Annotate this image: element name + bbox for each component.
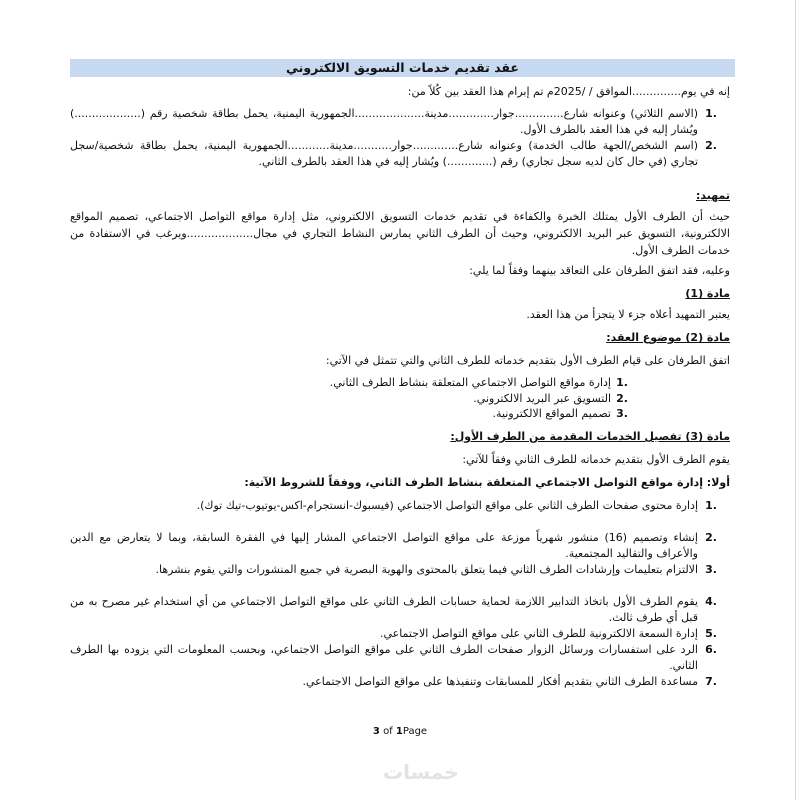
item-number: 6. <box>705 643 717 656</box>
article2-heading: مادة (2) موضوع العقد: <box>606 331 730 344</box>
page-current: 3 <box>372 726 380 737</box>
first-heading: أولا: إدارة مواقع التواصل الاجتماعي المتعلقة بنشاط الطرف الثاني، ووفقاً للشروط الآتية: <box>244 476 730 489</box>
party-second: (اسم الشخص/الجهة طالب الخدمة) وعنوانه شارع.............جوار...........مدينة............الجمهورية اليمنية، يحمل بطاقة شخصية/سجل تجاري (في حال كان لديه سجل تجاري) رقم (.............) ويُشار إليه في هذا العقد بالطرف الثاني. <box>70 139 698 168</box>
first-item: يقوم الطرف الأول باتخاذ التدابير اللازمة لحماية حسابات الطرف الثاني على مواقع التواصل الاجتماعي من أي استخدام غير مصرح به من قبل أي طرف ثالث. <box>70 595 698 624</box>
page-label: Page <box>402 726 428 737</box>
party-first: (الاسم الثلاثي) وعنوانه شارع..............جوار.............مدينة....................الجمهورية اليمنية، يحمل بطاقة شخصية رقم (...................) ويُشار إليه في هذا العقد بالطرف الأول. <box>70 107 698 136</box>
watermark-logo: خمسات <box>383 760 459 784</box>
page-footer <box>0 726 800 737</box>
party-number: 1. <box>705 107 717 120</box>
intro-text: إنه في يوم..............الموافق / /2025م تم إبرام هذا العقد بين كُلاً من: <box>407 85 730 98</box>
first-item: إدارة السمعة الالكترونية للطرف الثاني على مواقع التواصل الاجتماعي. <box>379 627 698 640</box>
item-number: 1. <box>616 376 628 389</box>
article3-text: يقوم الطرف الأول بتقديم خدماته للطرف الثاني وفقاً للآتي: <box>462 453 730 466</box>
item-number: 2. <box>705 531 717 544</box>
article2-item: تصميم المواقع الالكترونية. <box>492 407 611 420</box>
first-item: إدارة محتوى صفحات الطرف الثاني على مواقع التواصل الاجتماعي (فيسبوك-انستجرام-اكس-يوتيوب-تيك توك). <box>196 499 698 512</box>
item-number: 4. <box>705 595 717 608</box>
item-number: 3. <box>616 407 628 420</box>
agreement-text: وعليه، فقد اتفق الطرفان على التعاقد بينهما وفقاً لما يلي: <box>469 264 730 277</box>
page-total: 1 <box>395 726 403 737</box>
first-item: الرد على استفسارات ورسائل الزوار صفحات الطرف الثاني على مواقع التواصل الاجتماعي، وبحسب المعلومات التي يزوده بها الطرف الثاني. <box>70 643 698 672</box>
party-number: 2. <box>705 139 717 152</box>
item-number: 3. <box>705 563 717 576</box>
article2-item: إدارة مواقع التواصل الاجتماعي المتعلقة بنشاط الطرف الثاني. <box>329 376 611 389</box>
first-item: إنشاء وتصميم (16) منشور شهرياً موزعة على مواقع التواصل الاجتماعي المشار إليها في الفقرة السابقة، وبما لا يتعارض مع الدين والأعراف والتقاليد المجتمعية. <box>70 531 698 560</box>
preamble-text: حيث أن الطرف الأول يمتلك الخبرة والكفاءة في تقديم خدمات التسويق الالكتروني، مثل إدارة مواقع التواصل الاجتماعي، تصميم المواقع الالكترونية، التسويق عبر البريد الالكتروني، وحيث أن الطرف الثاني يمارس النشاط التجاري في مجال...................ويرغب في الاستفادة من خدمات الطرف الأول. <box>70 210 730 257</box>
article2-item: التسويق عبر البريد الالكتروني. <box>473 392 611 405</box>
first-item: مساعدة الطرف الثاني بتقديم أفكار للمسابقات وتنفيذها على مواقع التواصل الاجتماعي. <box>302 675 698 688</box>
item-number: 5. <box>705 627 717 640</box>
preamble-heading: تمهيد: <box>695 189 730 202</box>
article2-text: اتفق الطرفان على قيام الطرف الأول بتقديم خدماته للطرف الثاني والتي تتمثل في الآتي: <box>325 354 730 367</box>
item-number: 7. <box>705 675 717 688</box>
article3-heading: مادة (3) تفصيل الخدمات المقدمة من الطرف الأول: <box>450 430 730 443</box>
first-item: الالتزام بتعليمات وإرشادات الطرف الثاني فيما يتعلق بالمحتوى والهوية البصرية في جميع المنشورات والتي يقوم بنشرها. <box>155 563 698 576</box>
item-number: 2. <box>616 392 628 405</box>
item-number: 1. <box>705 499 717 512</box>
article1-heading: مادة (1) <box>685 287 730 300</box>
page-of: of <box>383 726 393 737</box>
document-title: عقد تقديم خدمات التسويق الالكتروني <box>70 59 735 77</box>
article1-text: يعتبر التمهيد أعلاه جزء لا يتجزأ من هذا العقد. <box>526 308 730 321</box>
